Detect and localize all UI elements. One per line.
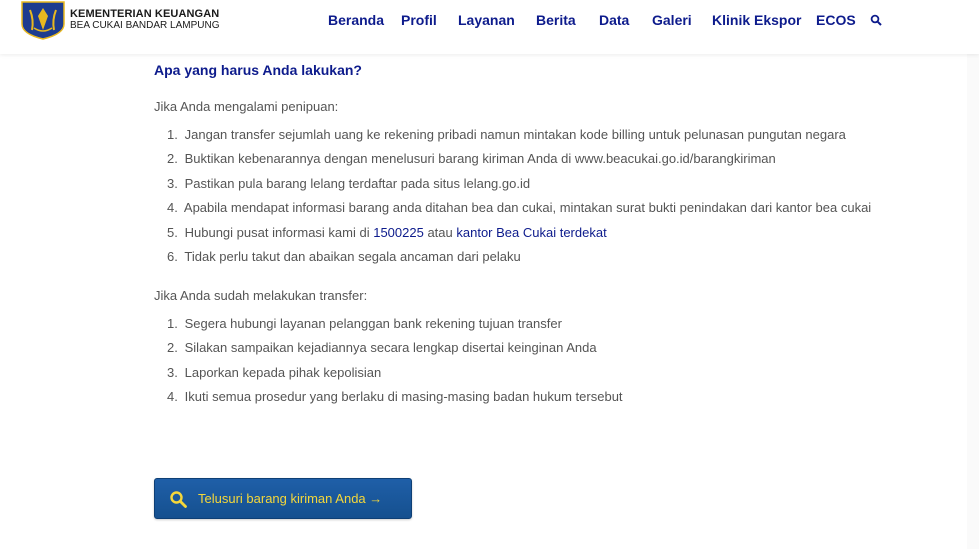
list-number: 1. <box>167 316 178 331</box>
nav-layanan[interactable]: Layanan <box>458 12 515 28</box>
list-number: 6. <box>167 248 178 264</box>
list-text: Ikuti semua prosedur yang berlaku di masing-masing badan hukum tersebut <box>184 389 623 405</box>
transfer-intro: Jika Anda sudah melakukan transfer: <box>154 288 368 303</box>
nav-ecos[interactable]: ECOS <box>816 12 856 28</box>
office-link[interactable]: kantor Bea Cukai terdekat <box>456 224 607 240</box>
list-text: Hubungi pusat informasi kami di <box>184 224 374 240</box>
track-shipment-label: Telusuri barang kiriman Anda → <box>198 491 383 506</box>
section-heading: Apa yang harus Anda lakukan? <box>154 62 362 78</box>
nav-galeri[interactable]: Galeri <box>652 12 692 28</box>
list-item <box>154 123 871 147</box>
list-item <box>154 336 623 360</box>
list-item <box>154 147 871 171</box>
list-text: Apabila mendapat informasi barang anda ditahan bea dan cukai, mintakan surat bukti penindakan dari kantor bea cukai <box>183 200 872 216</box>
list-text: Segera hubungi layanan pelanggan bank rekening tujuan transfer <box>184 316 562 331</box>
fraud-intro: Jika Anda mengalami penipuan: <box>154 99 339 114</box>
phone-link[interactable]: 1500225 <box>373 224 424 240</box>
list-item <box>154 361 623 385</box>
list-text: Buktikan kebenarannya dengan menelusuri barang kiriman Anda di www.beacukai.go.id/barangkiriman <box>184 151 776 167</box>
list-number: 4. <box>167 389 178 405</box>
list-item <box>154 385 623 409</box>
logo-subtitle: BEA CUKAI BANDAR LAMPUNG <box>70 20 220 31</box>
list-item <box>154 221 871 245</box>
scrollbar-track[interactable] <box>967 54 979 549</box>
list-number: 2. <box>167 151 178 167</box>
list-text: Tidak perlu takut dan abaikan segala ancaman dari pelaku <box>184 248 521 264</box>
list-number: 3. <box>167 364 178 380</box>
list-text: Silakan sampaikan kejadiannya secara lengkap disertai keinginan Anda <box>184 340 597 356</box>
list-item <box>154 196 871 220</box>
list-item <box>154 172 871 196</box>
search-icon[interactable] <box>870 14 882 26</box>
site-header <box>0 0 979 54</box>
list-text: Laporkan kepada pihak kepolisian <box>184 364 382 380</box>
list-text: atau <box>423 224 457 240</box>
nav-berita[interactable]: Berita <box>536 12 576 28</box>
nav-profil[interactable]: Profil <box>401 12 437 28</box>
logo-title: KEMENTERIAN KEUANGAN <box>70 8 220 20</box>
nav-klinik-ekspor[interactable]: Klinik Ekspor <box>712 12 802 28</box>
fraud-steps-list <box>154 123 871 269</box>
list-number: 5. <box>167 224 178 240</box>
list-item <box>154 245 871 269</box>
transfer-steps-list <box>154 312 623 410</box>
list-number: 4. <box>167 200 178 216</box>
list-text: Jangan transfer sejumlah uang ke rekening pribadi namun mintakan kode billing untuk pelunasan pungutan negara <box>184 127 846 142</box>
list-number: 1. <box>167 127 178 142</box>
list-number: 3. <box>167 175 178 191</box>
list-text: Pastikan pula barang lelang terdaftar pada situs lelang.go.id <box>184 175 531 191</box>
search-icon <box>169 490 187 508</box>
list-item <box>154 312 623 336</box>
nav-beranda[interactable]: Beranda <box>328 12 385 28</box>
nav-data[interactable]: Data <box>599 12 630 28</box>
list-number: 2. <box>167 340 178 356</box>
main-nav <box>0 12 979 30</box>
track-shipment-button[interactable] <box>154 478 412 519</box>
